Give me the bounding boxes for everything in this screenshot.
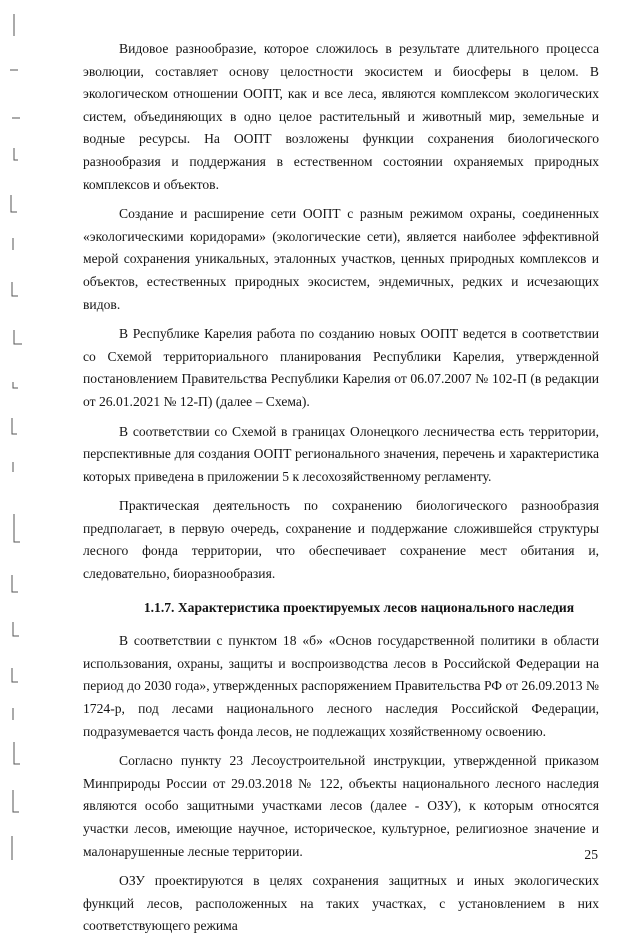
document-body bbox=[83, 38, 599, 945]
paragraph-karelia-scheme: В Республике Карелия работа по созданию новых ООПТ ведется в соответствии со Схемой территориального планирования Республики Карелия, утвержденной постановлением Правительства Республики Карелия от 06.07.2007 № 102-П (в редакции от 26.01.2021 № 12-П) (далее – Схема). bbox=[83, 326, 599, 409]
paragraph-ecological-networks: Создание и расширение сети ООПТ с разным режимом охраны, соединенных «экологическими коридорами» (экологические сети), является наиболее эффективной мерой сохранения уникальных, эталонных участков, ценных природных комплексов и объектов, естественных природных экосистем, эндемичных, редких и исчезающих видов. bbox=[83, 206, 599, 312]
paragraph-olonets-territories: В соответствии со Схемой в границах Олонецкого лесничества есть территории, перспективные для создания ООПТ регионального значения, перечень и характеристика которых приведена в приложении 5 к лесохозяйственному регламенту. bbox=[83, 423, 599, 484]
paragraph-ozu-design: ОЗУ проектируются в целях сохранения защитных и иных экологических функций лесов, расположенных на таких участках, с установлением в них соответствующего режима bbox=[83, 873, 599, 934]
paragraph-practical-activity: Практическая деятельность по сохранению биологического разнообразия предполагает, в первую очередь, сохранение и поддержание сложившейся структуры лесного фонда территории, что обеспечивает сохранение мест обитания и, следовательно, биоразнообразия. bbox=[83, 498, 599, 582]
paragraph-state-policy: В соответствии с пунктом 18 «б» «Основ государственной политики в области использования, охраны, защиты и воспроизводства лесов в Российской Федерации на период до 2030 года», утвержденных распоряжением Правительства РФ от 26.09.2013 № 1724-р, под лесами национального лесного наследия Российской Федерации, подразумевается часть фонда лесов, не подлежащих хозяйственному освоению. bbox=[83, 633, 599, 739]
section-heading: 1.1.7. Характеристика проектируемых лесов национального наследия bbox=[143, 599, 575, 615]
page-number: 25 bbox=[584, 847, 598, 862]
paragraph-biodiversity: Видовое разнообразие, которое сложилось в результате длительного процесса эволюции, составляет основу целостности экосистем и биосферы в целом. В экологическом отношении ООПТ, как и все леса, являются комплексом экологических систем, объединяющих в одно целое растительный и животный мир, земельные и водные ресурсы. На ООПТ возложены функции сохранения биологического разнообразия и поддержания в естественном состоянии охраняемых природных комплексов и объектов. bbox=[83, 41, 599, 192]
paragraph-forest-instruction: Согласно пункту 23 Лесоустроительной инструкции, утвержденной приказом Минприроды России от 29.03.2018 № 122, объекты национального лесного наследия являются особо защитными участками лесов (далее - ОЗУ), к которым относятся участки лесов, имеющие научное, историческое, культурное, религиозное значение и малонарушенные лесные территории. bbox=[83, 753, 599, 859]
binding-margin-marks bbox=[0, 0, 40, 905]
